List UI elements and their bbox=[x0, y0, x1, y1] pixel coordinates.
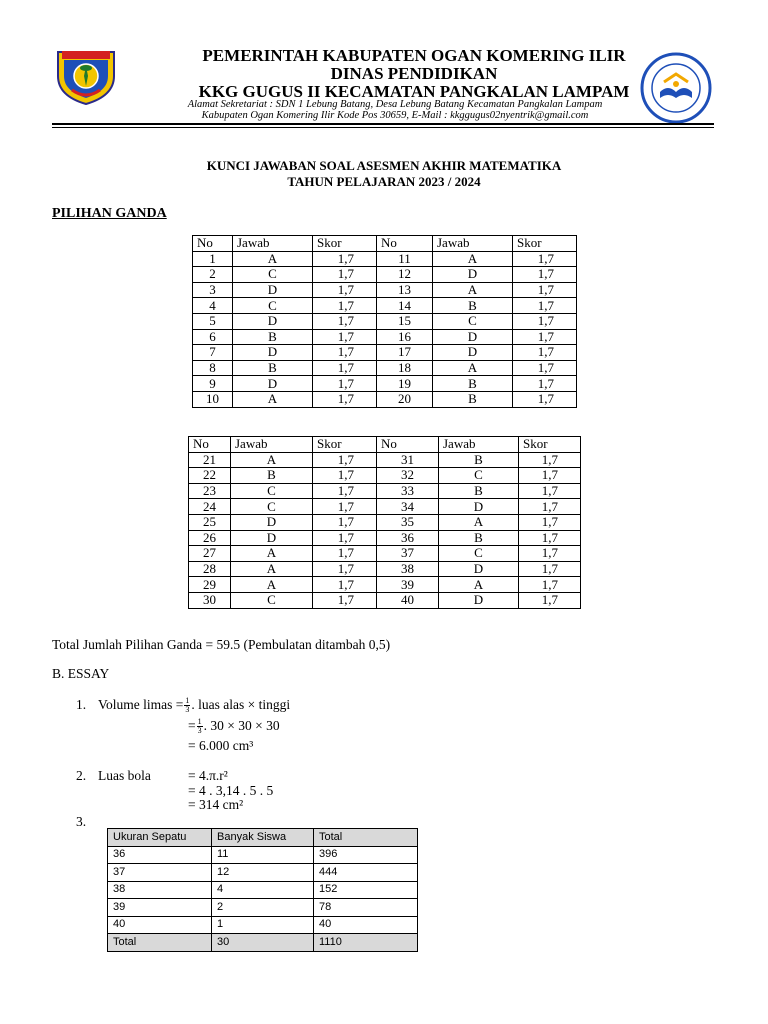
table-cell: D bbox=[439, 499, 519, 515]
table-row bbox=[189, 577, 581, 593]
table-cell: 19 bbox=[377, 376, 433, 392]
table-cell: C bbox=[231, 483, 313, 499]
table-cell: 1,7 bbox=[513, 360, 577, 376]
table-cell: 25 bbox=[189, 514, 231, 530]
table-cell: 1,7 bbox=[313, 468, 377, 484]
letterhead-line-3: KKG GUGUS II KECAMATAN PANGKALAN LAMPAM bbox=[198, 82, 630, 101]
table-row bbox=[193, 251, 577, 267]
table-row bbox=[189, 514, 581, 530]
table-cell: Total bbox=[108, 934, 212, 952]
table-cell: 1,7 bbox=[313, 329, 377, 345]
table-cell: B bbox=[433, 376, 513, 392]
column-header: No bbox=[193, 236, 233, 252]
table-cell: 396 bbox=[314, 846, 418, 864]
table-cell: 6 bbox=[193, 329, 233, 345]
table-cell: 3 bbox=[193, 282, 233, 298]
table-cell: 1,7 bbox=[519, 483, 581, 499]
table-cell: 7 bbox=[193, 345, 233, 361]
section-pilihan-ganda: PILIHAN GANDA bbox=[52, 206, 167, 221]
table-cell: 1,7 bbox=[513, 345, 577, 361]
table-cell: 1,7 bbox=[519, 592, 581, 608]
table-row bbox=[193, 282, 577, 298]
table-cell: 1110 bbox=[314, 934, 418, 952]
table-cell: 1,7 bbox=[313, 499, 377, 515]
table-cell: 11 bbox=[377, 251, 433, 267]
table-cell: 26 bbox=[189, 530, 231, 546]
table-cell: B bbox=[233, 329, 313, 345]
table-cell: 29 bbox=[189, 577, 231, 593]
essay-q2-line-1: = 4.π.r² bbox=[188, 768, 228, 783]
table-cell: 20 bbox=[377, 391, 433, 407]
table-row bbox=[189, 452, 581, 468]
table-cell: 1 bbox=[193, 251, 233, 267]
table-shaded-row bbox=[108, 934, 418, 952]
essay-q1-label: Volume limas = bbox=[98, 697, 184, 712]
table-row bbox=[189, 592, 581, 608]
table-cell: 23 bbox=[189, 483, 231, 499]
table-cell: A bbox=[231, 452, 313, 468]
table-cell: 1,7 bbox=[519, 499, 581, 515]
table-cell: D bbox=[233, 313, 313, 329]
table-row bbox=[108, 864, 418, 882]
table-row bbox=[189, 546, 581, 562]
table-row bbox=[189, 530, 581, 546]
table-cell: 1,7 bbox=[519, 468, 581, 484]
table-row bbox=[108, 846, 418, 864]
table-cell: A bbox=[439, 514, 519, 530]
table-cell: 9 bbox=[193, 376, 233, 392]
table-cell: 1,7 bbox=[313, 530, 377, 546]
table-cell: 22 bbox=[189, 468, 231, 484]
table-cell: 1,7 bbox=[513, 313, 577, 329]
letterhead-rule-thick bbox=[52, 123, 714, 125]
table-row bbox=[193, 313, 577, 329]
table-cell: A bbox=[233, 391, 313, 407]
table-row bbox=[193, 391, 577, 407]
table-row bbox=[193, 360, 577, 376]
essay-q2-line-3: = 314 cm² bbox=[188, 797, 244, 812]
table-cell: 1,7 bbox=[313, 376, 377, 392]
table-row bbox=[193, 298, 577, 314]
column-header: Jawab bbox=[231, 437, 313, 453]
table-cell: D bbox=[433, 345, 513, 361]
table-cell: D bbox=[233, 376, 313, 392]
table-cell: 1,7 bbox=[313, 391, 377, 407]
table-cell: 1 bbox=[212, 916, 314, 934]
letterhead-address-2: Kabupaten Ogan Komering Ilir Kode Pos 30659, E-Mail : kkggugus02nyentrik@gmail.com bbox=[201, 110, 589, 121]
column-header: Skor bbox=[313, 236, 377, 252]
table-cell: 38 bbox=[377, 561, 439, 577]
table-cell: 1,7 bbox=[313, 267, 377, 283]
table-cell: 1,7 bbox=[313, 546, 377, 562]
table-cell: 1,7 bbox=[513, 391, 577, 407]
section-essay: B. ESSAY bbox=[52, 666, 110, 681]
essay-q2-label: Luas bola bbox=[98, 768, 151, 783]
table-cell: C bbox=[231, 499, 313, 515]
table-cell: 1,7 bbox=[313, 514, 377, 530]
column-header: Skor bbox=[519, 437, 581, 453]
table-cell: D bbox=[233, 282, 313, 298]
table-cell: Total bbox=[314, 829, 418, 847]
table-cell: 18 bbox=[377, 360, 433, 376]
table-shaded-row bbox=[108, 829, 418, 847]
table-row bbox=[189, 499, 581, 515]
table-cell: 1,7 bbox=[513, 282, 577, 298]
table-cell: 1,7 bbox=[313, 483, 377, 499]
table-cell: 13 bbox=[377, 282, 433, 298]
table-row bbox=[193, 376, 577, 392]
table-cell: 4 bbox=[212, 881, 314, 899]
column-header: No bbox=[377, 437, 439, 453]
essay-q1-line-1: Volume limas = $\frac{1}{3}$ . luas alas × tinggi bbox=[98, 696, 291, 715]
table-cell: B bbox=[439, 530, 519, 546]
table-cell: A bbox=[231, 561, 313, 577]
table-cell: 1,7 bbox=[313, 282, 377, 298]
table-cell: 40 bbox=[377, 592, 439, 608]
table-cell: 36 bbox=[377, 530, 439, 546]
table-cell: 12 bbox=[377, 267, 433, 283]
answer-table-2 bbox=[188, 436, 581, 609]
table-cell: 1,7 bbox=[513, 376, 577, 392]
fraction-one-third: $\frac{1}{3}$ bbox=[185, 696, 190, 715]
table-cell: B bbox=[233, 360, 313, 376]
table-cell: 35 bbox=[377, 514, 439, 530]
table-cell: B bbox=[433, 391, 513, 407]
table-cell: A bbox=[433, 360, 513, 376]
table-cell: 1,7 bbox=[313, 452, 377, 468]
essay-q1-line-2: = $\frac{1}{3}$ . 30 × 30 × 30 bbox=[188, 717, 280, 736]
table-cell: 30 bbox=[189, 592, 231, 608]
table-cell: D bbox=[231, 514, 313, 530]
table-cell: 1,7 bbox=[313, 313, 377, 329]
table-cell: 5 bbox=[193, 313, 233, 329]
table-row bbox=[193, 345, 577, 361]
letterhead-line-1: PEMERINTAH KABUPATEN OGAN KOMERING ILIR bbox=[202, 46, 626, 65]
table-cell: 12 bbox=[212, 864, 314, 882]
table-cell: 4 bbox=[193, 298, 233, 314]
table-cell: 37 bbox=[377, 546, 439, 562]
table-cell: Banyak Siswa bbox=[212, 829, 314, 847]
table-cell: 30 bbox=[212, 934, 314, 952]
essay-q3-number: 3. bbox=[76, 814, 87, 829]
table-cell: 21 bbox=[189, 452, 231, 468]
table-cell: 1,7 bbox=[519, 561, 581, 577]
letterhead-address-1: Alamat Sekretariat : SDN 1 Lebung Batang, Desa Lebung Batang Kecamatan Pangkalan Lampam bbox=[187, 99, 603, 110]
table-cell: 37 bbox=[108, 864, 212, 882]
table-cell: 27 bbox=[189, 546, 231, 562]
table-cell: 17 bbox=[377, 345, 433, 361]
table-cell: D bbox=[439, 592, 519, 608]
table-row bbox=[189, 561, 581, 577]
table-cell: A bbox=[433, 251, 513, 267]
table-cell: C bbox=[233, 267, 313, 283]
table-cell: 1,7 bbox=[513, 329, 577, 345]
document-title-line-2: TAHUN PELAJARAN 2023 / 2024 bbox=[287, 174, 481, 189]
table-cell: 1,7 bbox=[313, 298, 377, 314]
table-cell: 152 bbox=[314, 881, 418, 899]
table-cell: D bbox=[231, 530, 313, 546]
table-cell: B bbox=[439, 483, 519, 499]
table-cell: A bbox=[439, 577, 519, 593]
table-cell: C bbox=[433, 313, 513, 329]
table-cell: 1,7 bbox=[513, 298, 577, 314]
column-header: Skor bbox=[513, 236, 577, 252]
table-cell: A bbox=[233, 251, 313, 267]
column-header: No bbox=[377, 236, 433, 252]
table-cell: 34 bbox=[377, 499, 439, 515]
column-header: Jawab bbox=[233, 236, 313, 252]
column-header: Jawab bbox=[433, 236, 513, 252]
table-cell: 1,7 bbox=[519, 452, 581, 468]
table-cell: D bbox=[439, 561, 519, 577]
table-cell: 2 bbox=[212, 899, 314, 917]
table-cell: B bbox=[231, 468, 313, 484]
table-cell: 8 bbox=[193, 360, 233, 376]
table-cell: 1,7 bbox=[519, 530, 581, 546]
table-cell: 16 bbox=[377, 329, 433, 345]
table-row bbox=[108, 899, 418, 917]
table-cell: 11 bbox=[212, 846, 314, 864]
table-cell: 14 bbox=[377, 298, 433, 314]
essay-q2-number: 2. bbox=[76, 768, 87, 783]
table-cell: 1,7 bbox=[313, 251, 377, 267]
table-cell: 2 bbox=[193, 267, 233, 283]
table-cell: 1,7 bbox=[513, 267, 577, 283]
table-cell: 39 bbox=[108, 899, 212, 917]
essay-q1-number: 1. bbox=[76, 697, 87, 712]
table-cell: 40 bbox=[108, 916, 212, 934]
table-cell: 39 bbox=[377, 577, 439, 593]
table-cell: 78 bbox=[314, 899, 418, 917]
answer-table-1 bbox=[192, 235, 577, 408]
table-cell: 1,7 bbox=[513, 251, 577, 267]
table-cell: 1,7 bbox=[313, 561, 377, 577]
table-row bbox=[108, 881, 418, 899]
table-cell: 28 bbox=[189, 561, 231, 577]
table-cell: 444 bbox=[314, 864, 418, 882]
table-cell: D bbox=[433, 267, 513, 283]
table-cell: 1,7 bbox=[519, 546, 581, 562]
column-header: Skor bbox=[313, 437, 377, 453]
table-cell: 36 bbox=[108, 846, 212, 864]
letterhead-rule-thin bbox=[52, 127, 714, 128]
table-cell: 1,7 bbox=[519, 514, 581, 530]
table-cell: C bbox=[439, 546, 519, 562]
essay-q2-line-2: = 4 . 3,14 . 5 . 5 bbox=[188, 783, 274, 798]
table-row bbox=[189, 468, 581, 484]
fraction-one-third: $\frac{1}{3}$ bbox=[197, 717, 202, 736]
table-cell: C bbox=[439, 468, 519, 484]
table-cell: D bbox=[433, 329, 513, 345]
table-row bbox=[108, 916, 418, 934]
table-cell: 1,7 bbox=[519, 577, 581, 593]
table-cell: 1,7 bbox=[313, 360, 377, 376]
column-header: Jawab bbox=[439, 437, 519, 453]
column-header: No bbox=[189, 437, 231, 453]
table-cell: C bbox=[233, 298, 313, 314]
table-cell: A bbox=[231, 546, 313, 562]
table-cell: 1,7 bbox=[313, 577, 377, 593]
table-cell: 33 bbox=[377, 483, 439, 499]
document-title-line-1: KUNCI JAWABAN SOAL ASESMEN AKHIR MATEMATIKA bbox=[206, 158, 562, 173]
essay-q1-line-3: = 6.000 cm³ bbox=[188, 738, 254, 753]
letterhead-line-2: DINAS PENDIDIKAN bbox=[330, 64, 498, 83]
table-cell: 38 bbox=[108, 881, 212, 899]
table-cell: 24 bbox=[189, 499, 231, 515]
table-cell: B bbox=[433, 298, 513, 314]
table-cell: Ukuran Sepatu bbox=[108, 829, 212, 847]
table-cell: 31 bbox=[377, 452, 439, 468]
table-row bbox=[189, 483, 581, 499]
table-cell: 40 bbox=[314, 916, 418, 934]
table-cell: C bbox=[231, 592, 313, 608]
table-cell: A bbox=[433, 282, 513, 298]
table-cell: 10 bbox=[193, 391, 233, 407]
table-cell: 15 bbox=[377, 313, 433, 329]
table-row bbox=[193, 267, 577, 283]
table-header-row bbox=[193, 236, 577, 252]
table-cell: 32 bbox=[377, 468, 439, 484]
total-pilihan-ganda: Total Jumlah Pilihan Ganda = 59.5 (Pembulatan ditambah 0,5) bbox=[52, 637, 391, 652]
table-cell: 1,7 bbox=[313, 345, 377, 361]
table-cell: A bbox=[231, 577, 313, 593]
shoe-size-table bbox=[107, 828, 418, 952]
table-cell: 1,7 bbox=[313, 592, 377, 608]
table-row bbox=[193, 329, 577, 345]
table-header-row bbox=[189, 437, 581, 453]
table-cell: B bbox=[439, 452, 519, 468]
table-cell: D bbox=[233, 345, 313, 361]
